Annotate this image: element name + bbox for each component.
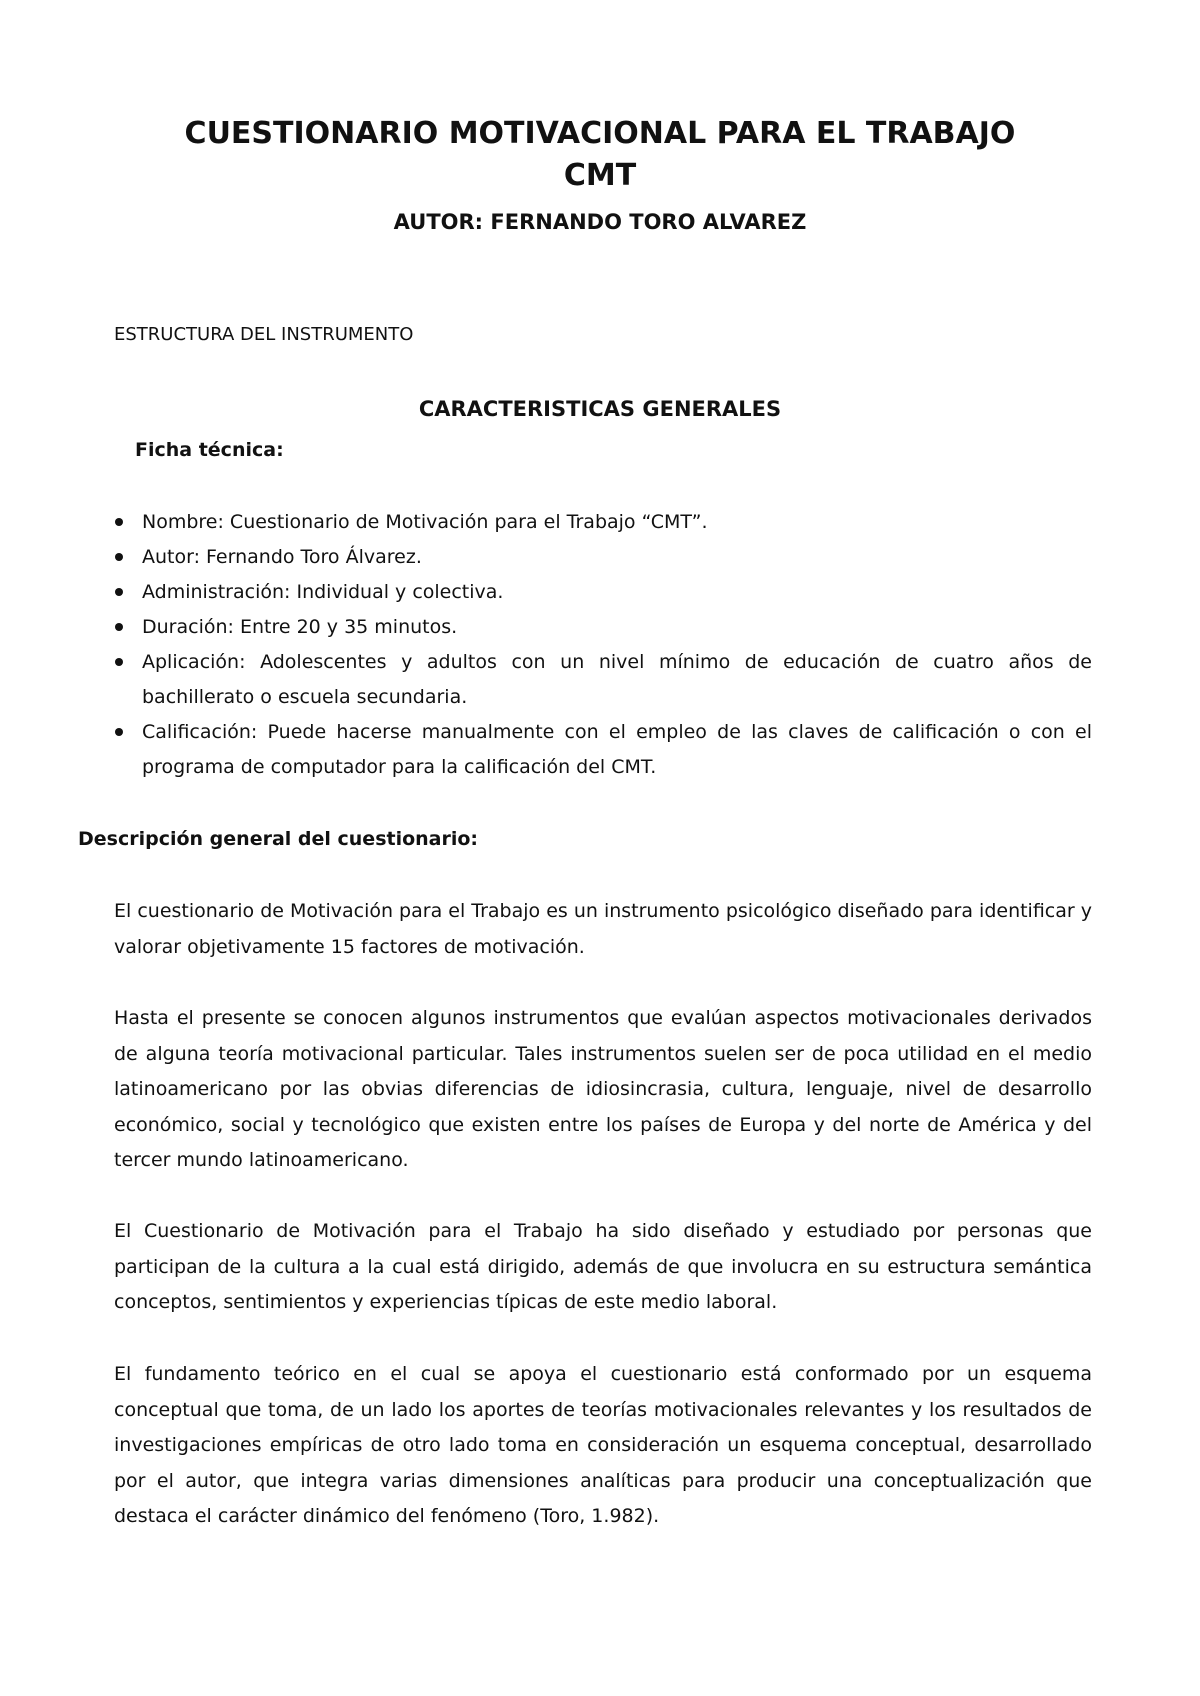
paragraph: El fundamento teórico en el cual se apoya el cuestionario está conformado por un esquema conceptual que toma, de un lado los aportes de teorías motivacionales relevantes y los resultados de investigaciones empíricas de otro lado toma en consideración un esquema conceptual, desarrollado por el autor, que integra varias dimensiones analíticas para producir una conceptualización que destaca el carácter dinámico del fenómeno (Toro, 1.982). [114, 1363, 1092, 1527]
paragraph: Hasta el presente se conocen algunos instrumentos que evalúan aspectos motivacionales derivados de alguna teoría motivacional particular. Tales instrumentos suelen ser de poca utilidad en el medio latinoamericano por las obvias diferencias de idiosincrasia, cultura, lenguaje, nivel de desarrollo económico, social y tecnológico que existen entre los países de Europa y del norte de América y del tercer mundo latinoamericano. [114, 1007, 1092, 1171]
list-item [142, 505, 1092, 540]
list-item [142, 575, 1092, 610]
paragraph: El cuestionario de Motivación para el Trabajo es un instrumento psicológico diseñado para identificar y valorar objetivamente 15 factores de motivación. [114, 900, 1092, 958]
bullet-icon [115, 728, 123, 736]
bullet-icon [115, 588, 123, 596]
title-line-1: CUESTIONARIO MOTIVACIONAL PARA EL TRABAJO [184, 116, 1016, 151]
bullet-icon [115, 658, 123, 666]
bullet-icon [115, 623, 123, 631]
list-item [142, 645, 1092, 715]
list-item [142, 715, 1092, 785]
ficha-tecnica-heading: Ficha técnica: [135, 439, 284, 461]
list-item-text: Duración: Entre 20 y 35 minutos. [142, 616, 458, 638]
description-heading: Descripción general del cuestionario: [78, 828, 479, 850]
general-characteristics-heading: CARACTERISTICAS GENERALES [418, 397, 782, 421]
author-line: AUTOR: FERNANDO TORO ALVAREZ [393, 210, 807, 234]
bullet-icon [115, 518, 123, 526]
list-item-text: Nombre: Cuestionario de Motivación para el Trabajo “CMT”. [142, 511, 708, 533]
list-item-text: Autor: Fernando Toro Álvarez. [142, 546, 422, 568]
paragraph: El Cuestionario de Motivación para el Trabajo ha sido diseñado y estudiado por personas que participan de la cultura a la cual está dirigido, además de que involucra en su estructura semántica conceptos, sentimientos y experiencias típicas de este medio laboral. [114, 1220, 1092, 1313]
list-item [142, 610, 1092, 645]
document-title [0, 113, 1200, 197]
structure-heading: ESTRUCTURA DEL INSTRUMENTO [114, 324, 414, 345]
ficha-tecnica-list [142, 505, 1092, 785]
bullet-icon [115, 553, 123, 561]
list-item [142, 540, 1092, 575]
list-item-text: Aplicación: Adolescentes y adultos con un nivel mínimo de educación de cuatro años de bachillerato o escuela secundaria. [142, 651, 1092, 708]
list-item-text: Administración: Individual y colectiva. [142, 581, 504, 603]
title-line-2: CMT [563, 158, 637, 193]
list-item-text: Calificación: Puede hacerse manualmente con el empleo de las claves de calificación o con el programa de computador para la calificación del CMT. [142, 721, 1092, 778]
